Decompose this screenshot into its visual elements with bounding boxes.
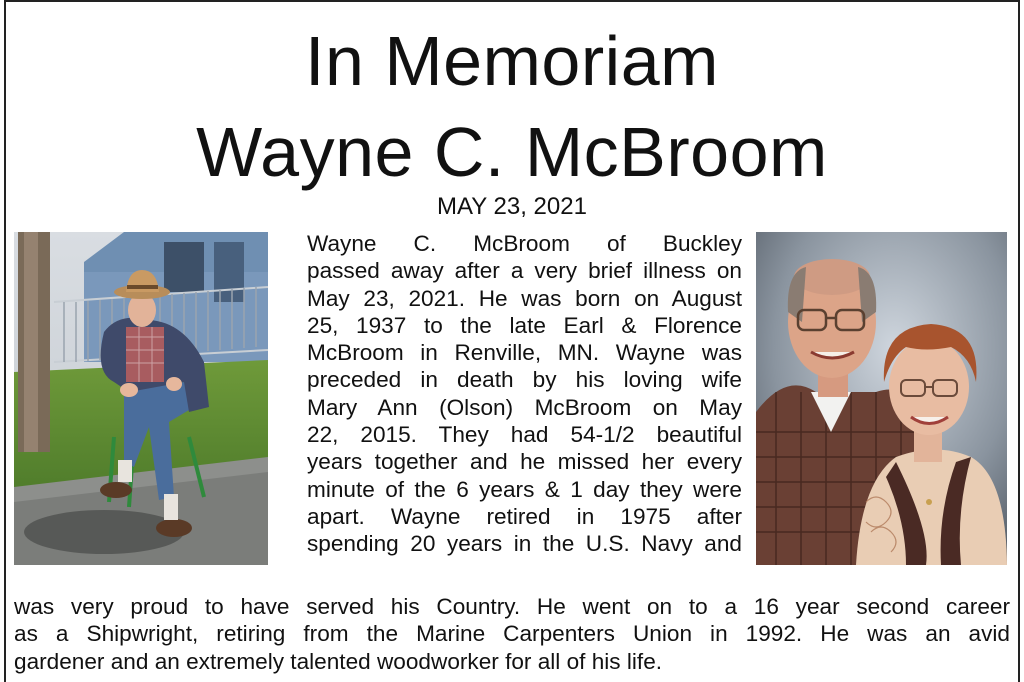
obituary-line: May 23, 2021. He was born on August	[307, 285, 742, 311]
photo-couple-portrait	[756, 232, 1007, 565]
obituary-line: passed away after a very brief illness on	[307, 258, 742, 284]
obituary-line: apart. Wayne retired in 1975 after	[307, 503, 742, 529]
obituary-line: McBroom in Renville, MN. Wayne was	[307, 340, 742, 366]
obituary-line: gardener and an extremely talented woodworker for all of his life.	[14, 648, 663, 674]
memoriam-heading: In Memoriam	[305, 22, 719, 100]
obituary-line: years together and he missed her every	[307, 449, 742, 475]
date-line: MAY 23, 2021	[437, 193, 587, 220]
obituary-line: 22, 2015. They had 54-1/2 beautiful	[307, 422, 742, 448]
photo-wayne-seated-image	[14, 232, 268, 565]
obituary-line: Wayne C. McBroom of Buckley	[307, 231, 742, 256]
obituary-line: as a Shipwright, retiring from the Marine Carpenters Union in 1992. He was an avid	[14, 621, 1010, 647]
obituary-line: preceded in death by his loving wife	[307, 367, 742, 393]
obituary-column-text	[281, 230, 742, 558]
obituary-line: was very proud to have served his Country. He went on to a 16 year second career	[14, 594, 1010, 619]
obituary-line: spending 20 years in the U.S. Navy and	[307, 531, 742, 557]
deceased-name: Wayne C. McBroom	[196, 113, 828, 191]
obituary-line: 25, 1937 to the late Earl & Florence	[307, 312, 742, 338]
photo-couple-portrait-image	[756, 232, 1007, 565]
obituary-wide-text	[14, 593, 1010, 675]
obituary-line: minute of the 6 years & 1 day they were	[307, 476, 742, 502]
obituary-line: Mary Ann (Olson) McBroom on May	[307, 394, 742, 420]
photo-wayne-seated	[14, 232, 268, 565]
